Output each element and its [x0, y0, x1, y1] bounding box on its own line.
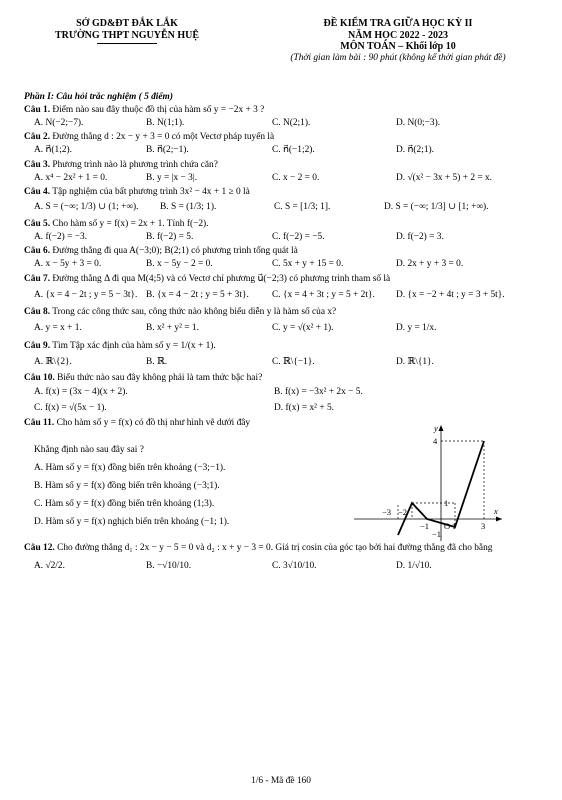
option-d[interactable]: D. f(−2) = 3.	[396, 231, 444, 242]
options	[34, 173, 540, 185]
tick-label-y: −1	[432, 529, 442, 540]
page-footer: 1/6 - Mã đề 160	[251, 776, 311, 786]
option-b[interactable]: B. N(1;1).	[146, 117, 185, 128]
question-number: Câu 2.	[24, 132, 51, 143]
question-text: Đường thẳng đi qua A(−3;0); B(2;1) có phương trình tổng quát là	[52, 246, 298, 257]
option-b[interactable]: B. x² + y² = 1.	[146, 323, 199, 333]
option-a[interactable]: A. N(−2;−7).	[34, 117, 84, 128]
option-a[interactable]: A. f(x) = (3x − 4)(x + 2).	[34, 387, 128, 397]
question-text: Cho hàm số y = f(x) = 2x + 1. Tính f(−2).	[52, 218, 209, 229]
question-number: Câu 10.	[24, 373, 55, 384]
option-b[interactable]: B. f(−2) = 5.	[146, 231, 194, 242]
question-number: Câu 7.	[24, 273, 51, 284]
option-c[interactable]: C. y = √(x² + 1).	[272, 323, 334, 333]
school-name: TRƯỜNG THPT NGUYỄN HUỆ	[55, 30, 199, 41]
y-axis-label: y	[434, 423, 438, 434]
option-d[interactable]: D. √(x² − 3x + 5) + 2 = x.	[396, 172, 493, 183]
option-a[interactable]: A. n⃗(1;2).	[34, 145, 72, 155]
question-11-body	[24, 423, 540, 540]
question-number: Câu 4.	[24, 187, 51, 198]
question-text: Phương trình nào là phương trình chứa căn?	[52, 159, 218, 170]
x-axis-arrow-icon	[496, 517, 502, 522]
exam-block	[258, 18, 538, 64]
options	[34, 232, 540, 244]
underline	[97, 43, 157, 44]
option-c[interactable]: C. N(2;1).	[272, 117, 311, 128]
option-a[interactable]: A. x⁴ − 2x² + 1 = 0.	[34, 172, 108, 183]
x-axis-label: x	[494, 506, 498, 517]
question-prompt: Khẳng định nào sau đây sai ?	[34, 445, 144, 456]
option-a[interactable]: A. y = x + 1.	[34, 323, 82, 333]
question-number: Câu 5.	[24, 218, 51, 229]
option-c[interactable]: C. 3√10/10.	[272, 561, 317, 571]
option-b[interactable]: B. y = |x − 3|.	[146, 172, 198, 183]
tick-label-x: 3	[481, 521, 486, 532]
options	[34, 259, 540, 271]
question-text: Đường thẳng d : 2x − y + 3 = 0 có một Vectơ pháp tuyến là	[52, 132, 275, 143]
question-text: Trong các công thức sau, công thức nào không biểu diễn y là hàm số của x?	[52, 307, 337, 318]
option-b[interactable]: B. n⃗(2;−1).	[146, 145, 189, 155]
question-number: Câu 9.	[24, 340, 51, 351]
options	[34, 357, 540, 369]
option-c[interactable]: C. {x = 4 + 3t ; y = 5 + 2t}.	[272, 289, 375, 300]
option-a[interactable]: A. ℝ\{2}.	[34, 356, 72, 367]
option-c[interactable]: C. Hàm số y = f(x) đồng biến trên khoảng (1;3).	[34, 499, 215, 510]
option-a[interactable]: A. √2/2.	[34, 561, 65, 571]
question-number: Câu 12.	[24, 543, 55, 554]
option-d[interactable]: D. Hàm số y = f(x) nghịch biến trên khoảng (−1; 1).	[34, 517, 230, 528]
question-text: Cho hàm số y = f(x) có đồ thị như hình vẽ dưới đây	[56, 417, 251, 428]
school-year: NĂM HỌC 2022 - 2023	[348, 29, 448, 41]
options	[34, 118, 540, 130]
option-d[interactable]: D. N(0;−3).	[396, 117, 441, 128]
question-text: Tập nghiệm của bất phương trình 3x² − 4x + 1 ≥ 0 là	[52, 187, 250, 198]
question-2	[24, 132, 540, 144]
exam-title: ĐỀ KIỂM TRA GIỮA HỌC KỲ II	[323, 18, 473, 29]
option-c[interactable]: C. x − 2 = 0.	[272, 172, 320, 183]
option-d[interactable]: D. y = 1/x.	[396, 323, 437, 333]
option-a[interactable]: A. x − 5y + 3 = 0.	[34, 259, 102, 269]
question-10	[24, 373, 540, 385]
option-b[interactable]: B. Hàm số y = f(x) đồng biến trên khoảng (−3;1).	[34, 481, 220, 492]
option-d[interactable]: D. 1/√10.	[396, 561, 432, 571]
question-7	[24, 274, 540, 286]
question-6	[24, 246, 540, 258]
tick-label-y: 4	[433, 436, 438, 447]
option-b[interactable]: B. ℝ.	[146, 356, 168, 367]
options	[34, 323, 540, 335]
option-c[interactable]: C. f(−2) = −5.	[272, 231, 325, 242]
question-text: Điểm nào sau đây thuộc đồ thị của hàm số y = −2x + 3 ?	[52, 104, 265, 115]
question-number: Câu 11.	[24, 417, 55, 428]
options	[34, 145, 540, 157]
option-d[interactable]: D. 2x + y + 3 = 0.	[396, 259, 464, 269]
tick-label-x: 1	[452, 521, 457, 532]
school-block	[22, 18, 232, 44]
options-row-2	[34, 403, 540, 415]
option-a[interactable]: A. f(−2) = −3.	[34, 231, 88, 242]
subject: MÔN TOÁN – Khối lớp 10	[340, 41, 456, 52]
option-d[interactable]: D. {x = −2 + 4t ; y = 3 + 5t}.	[396, 289, 505, 300]
option-d[interactable]: D. n⃗(2;1).	[396, 145, 434, 155]
question-text: Đường thẳng Δ đi qua M(4;5) và có Vectơ chỉ phương u⃗(−2;3) có phương trình tham số là	[52, 273, 391, 284]
origin-label: O	[444, 521, 451, 532]
options	[34, 290, 540, 302]
time-note: (Thời gian làm bài : 90 phút (không kể thời gian phát đề)	[290, 52, 506, 63]
option-d[interactable]: D. S = (−∞; 1/3] ∪ [1; +∞).	[384, 202, 489, 212]
question-list	[24, 92, 540, 576]
question-9	[24, 341, 540, 353]
y-axis-arrow-icon	[439, 425, 444, 431]
option-c[interactable]: C. ℝ\{−1}.	[272, 356, 315, 367]
options	[34, 561, 540, 573]
question-number: Câu 6.	[24, 246, 51, 257]
question-number: Câu 1.	[24, 104, 51, 115]
question-text: Cho đường thẳng d₁ : 2x − y − 5 = 0 và d₂ : x + y − 3 = 0. Giá trị cosin của góc tạo bởi hai đường thẳng đã cho bằng	[57, 543, 493, 554]
option-b[interactable]: B. f(x) = −3x² + 2x − 5.	[274, 387, 363, 397]
option-c[interactable]: C. S = [1/3; 1].	[274, 202, 331, 212]
options	[34, 202, 540, 214]
question-8	[24, 307, 540, 319]
tick-label-y: 1	[444, 498, 449, 509]
department-name: SỞ GD&ĐT ĐẮK LẮK	[76, 18, 178, 29]
option-a[interactable]: A. {x = 4 − 2t ; y = 5 − 3t}.	[34, 289, 138, 300]
question-text: Biểu thức nào sau đây không phải là tam thức bậc hai?	[57, 373, 263, 384]
question-5	[24, 219, 540, 231]
statements	[34, 441, 344, 531]
option-b[interactable]: B. S = (1/3; 1).	[160, 202, 217, 212]
option-b[interactable]: B. −√10/10.	[146, 561, 192, 571]
function-graph	[354, 423, 504, 543]
option-b[interactable]: B. x − 5y − 2 = 0.	[146, 259, 213, 269]
question-4	[24, 187, 540, 199]
part-title: Phần I: Câu hỏi trắc nghiệm ( 5 điểm)	[24, 92, 173, 102]
question-1	[24, 105, 540, 117]
option-c[interactable]: C. n⃗(−1;2).	[272, 145, 315, 155]
option-d[interactable]: D. f(x) = x² + 5.	[274, 402, 334, 413]
question-number: Câu 3.	[24, 159, 51, 170]
option-a[interactable]: A. S = (−∞; 1/3) ∪ (1; +∞).	[34, 202, 139, 212]
question-3	[24, 160, 540, 172]
option-a[interactable]: A. Hàm số y = f(x) đồng biến trên khoảng (−3;−1).	[34, 463, 226, 474]
question-12	[24, 543, 540, 555]
option-d[interactable]: D. ℝ\{1}.	[396, 356, 434, 367]
tick-label-x: −2	[398, 507, 408, 518]
option-b[interactable]: B. {x = 4 − 2t ; y = 5 + 3t}.	[146, 289, 249, 300]
question-number: Câu 8.	[24, 307, 51, 318]
option-c[interactable]: C. f(x) = √(5x − 1).	[34, 402, 107, 413]
question-text: Tìm Tập xác định của hàm số y = 1/(x + 1).	[52, 340, 216, 351]
tick-label-x: −3	[382, 507, 392, 518]
tick-label-x: −1	[420, 521, 430, 532]
option-c[interactable]: C. 5x + y + 15 = 0.	[272, 259, 344, 269]
options-row-1	[34, 387, 540, 399]
